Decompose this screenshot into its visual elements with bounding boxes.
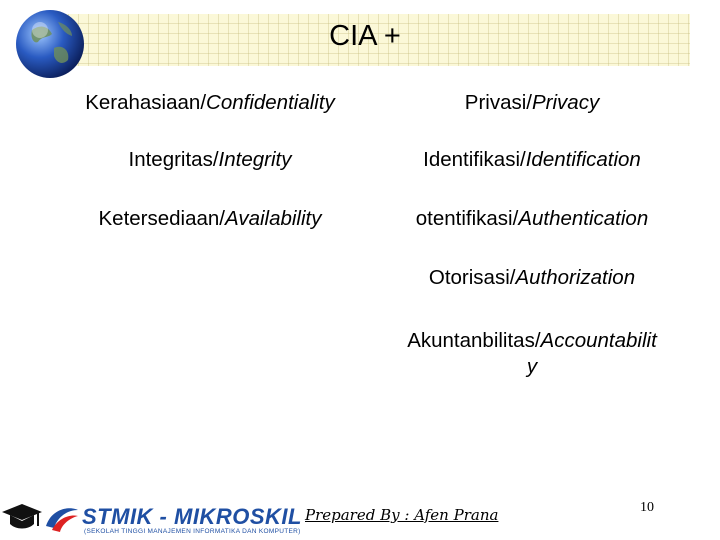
term-english: Confidentiality: [206, 91, 335, 114]
term-main: Otorisasi/: [428, 266, 516, 289]
footer-logo: [2, 498, 302, 538]
term-english: Integrity: [218, 148, 292, 171]
term-main: Ketersediaan/: [98, 207, 226, 230]
term-english: Identification: [525, 148, 641, 171]
logo-swoosh-icon: [42, 500, 82, 536]
term-main: otentifikasi/: [415, 207, 519, 230]
page-number: 10: [640, 500, 654, 515]
term-main: Akuntanbilitas/: [407, 329, 541, 352]
term-privacy: [372, 90, 692, 116]
logo-text: STMIK - MIKROSKIL: [82, 504, 302, 529]
term-identification: [372, 147, 692, 173]
prepared-by: Prepared By : Afen Prana: [305, 506, 499, 524]
graduation-cap-icon: [2, 500, 42, 536]
term-confidentiality: [30, 90, 390, 116]
term-english: Authorization: [515, 266, 636, 289]
term-main: Privasi/: [464, 91, 532, 114]
term-availability: [30, 206, 390, 232]
term-english-wrap: y: [526, 355, 538, 378]
term-main: Identifikasi/: [423, 148, 526, 171]
term-english: Privacy: [532, 91, 600, 114]
term-english: Authentication: [518, 207, 649, 230]
term-english: Availability: [225, 207, 322, 230]
term-main: Kerahasiaan/: [85, 91, 207, 114]
term-integrity: [30, 147, 390, 173]
term-authorization: [372, 265, 692, 291]
slide-title: CIA +: [329, 20, 401, 52]
term-accountability: [372, 328, 692, 380]
globe-icon: [14, 8, 86, 80]
term-english: Accountabilit: [540, 329, 657, 352]
logo-subtext: (SEKOLAH TINGGI MANAJEMEN INFORMATIKA DAN KOMPUTER): [84, 528, 301, 535]
term-authentication: [372, 206, 692, 232]
term-main: Integritas/: [128, 148, 219, 171]
